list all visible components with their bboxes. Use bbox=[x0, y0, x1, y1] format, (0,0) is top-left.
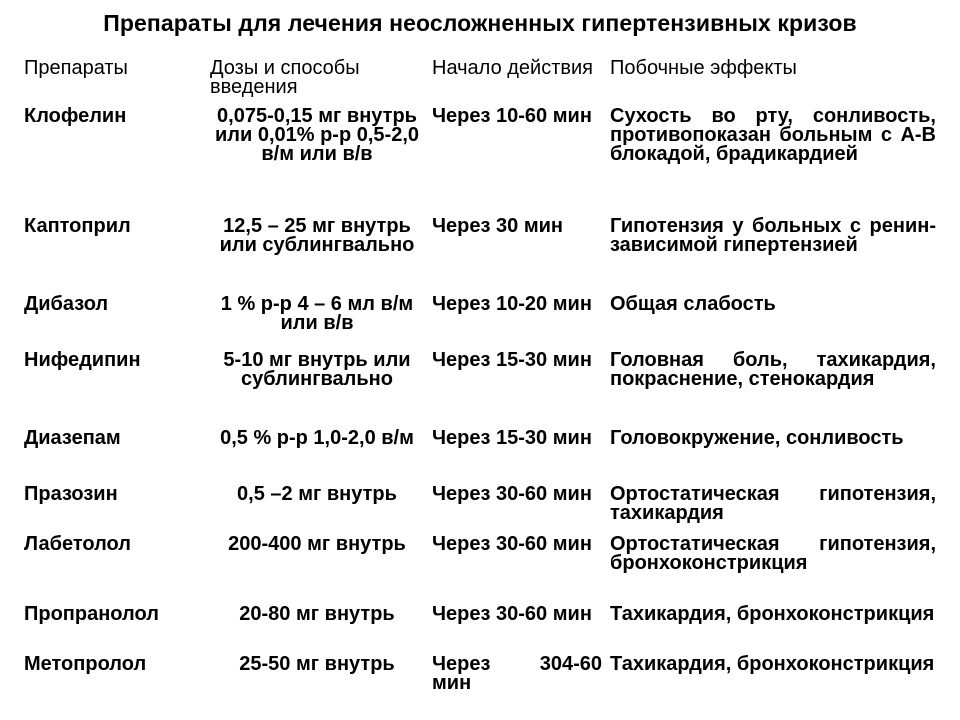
cell-onset: Через 30 мин bbox=[432, 215, 563, 237]
cell-dose: 12,5 – 25 мг внутрь или сублингвально bbox=[219, 215, 415, 256]
cell-drug: Клофелин bbox=[24, 105, 127, 127]
table-row bbox=[20, 655, 940, 703]
cell-drug: Празозин bbox=[24, 483, 118, 505]
cell-drug: Диазепам bbox=[24, 427, 121, 449]
cell-drug: Лабетолол bbox=[24, 533, 131, 555]
cell-effects: Ортостатическая гипотензия, бронхоконстрикция bbox=[610, 533, 936, 574]
cell-dose: 25-50 мг внутрь bbox=[239, 653, 395, 675]
cell-effects: Общая слабость bbox=[610, 293, 776, 315]
cell-onset: Через 30-60 мин bbox=[432, 483, 592, 505]
cell-effects: Тахикардия, бронхоконстрикция bbox=[610, 653, 935, 675]
cell-effects: Гипотензия у больных с ренин-зависимой гипертензией bbox=[610, 215, 936, 256]
cell-drug: Дибазол bbox=[24, 293, 109, 315]
cell-effects: Головокружение, сонливость bbox=[610, 427, 904, 449]
cell-dose: 200-400 мг внутрь bbox=[228, 533, 406, 555]
table-row bbox=[20, 429, 940, 485]
cell-effects: Тахикардия, бронхоконстрикция bbox=[610, 603, 935, 625]
header-drug: Препараты bbox=[24, 57, 128, 79]
header-row bbox=[20, 52, 940, 107]
cell-dose: 0,075-0,15 мг внутрь или 0,01% р-р 0,5-2,0 в/м или в/в bbox=[214, 105, 420, 165]
header-onset: Начало действия bbox=[432, 57, 593, 79]
cell-drug: Метопролол bbox=[24, 653, 147, 675]
cell-onset: Через 30-60 мин bbox=[432, 533, 592, 555]
cell-onset: Через 304-60 мин bbox=[432, 653, 602, 694]
cell-dose: 0,5 –2 мг внутрь bbox=[237, 483, 397, 505]
cell-onset: Через 10-60 мин bbox=[432, 105, 592, 127]
cell-dose: 1 % р-р 4 – 6 мл в/м или в/в bbox=[220, 293, 414, 334]
table-row bbox=[20, 107, 940, 217]
table-body bbox=[20, 107, 940, 703]
cell-drug: Нифедипин bbox=[24, 349, 141, 371]
cell-onset: Через 15-30 мин bbox=[432, 427, 592, 449]
cell-onset: Через 30-60 мин bbox=[432, 603, 592, 625]
cell-onset: Через 10-20 мин bbox=[432, 293, 592, 315]
cell-effects: Ортостатическая гипотензия, тахикардия bbox=[610, 483, 936, 524]
cell-drug: Каптоприл bbox=[24, 215, 131, 237]
table-row bbox=[20, 351, 940, 429]
page-title: Препараты для лечения неосложненных гипертензивных кризов bbox=[103, 10, 857, 36]
cell-dose: 5-10 мг внутрь или сублингвально bbox=[223, 349, 411, 390]
cell-drug: Пропранолол bbox=[24, 603, 159, 625]
table-row bbox=[20, 217, 940, 295]
drugs-table bbox=[20, 52, 940, 703]
header-effects: Побочные эффекты bbox=[610, 57, 797, 79]
cell-onset: Через 15-30 мин bbox=[432, 349, 592, 371]
table-row bbox=[20, 295, 940, 351]
header-dose: Дозы и способы введения bbox=[210, 57, 360, 98]
cell-effects: Сухость во рту, сонливость, противопоказан больным с А-В блокадой, брадикардией bbox=[610, 105, 936, 165]
table-header bbox=[20, 52, 940, 107]
cell-effects: Головная боль, тахикардия, покраснение, стенокардия bbox=[610, 349, 936, 390]
cell-dose: 0,5 % р-р 1,0-2,0 в/м bbox=[220, 427, 414, 449]
cell-dose: 20-80 мг внутрь bbox=[239, 603, 395, 625]
table-row bbox=[20, 605, 940, 655]
table-row bbox=[20, 485, 940, 535]
table-row bbox=[20, 535, 940, 605]
